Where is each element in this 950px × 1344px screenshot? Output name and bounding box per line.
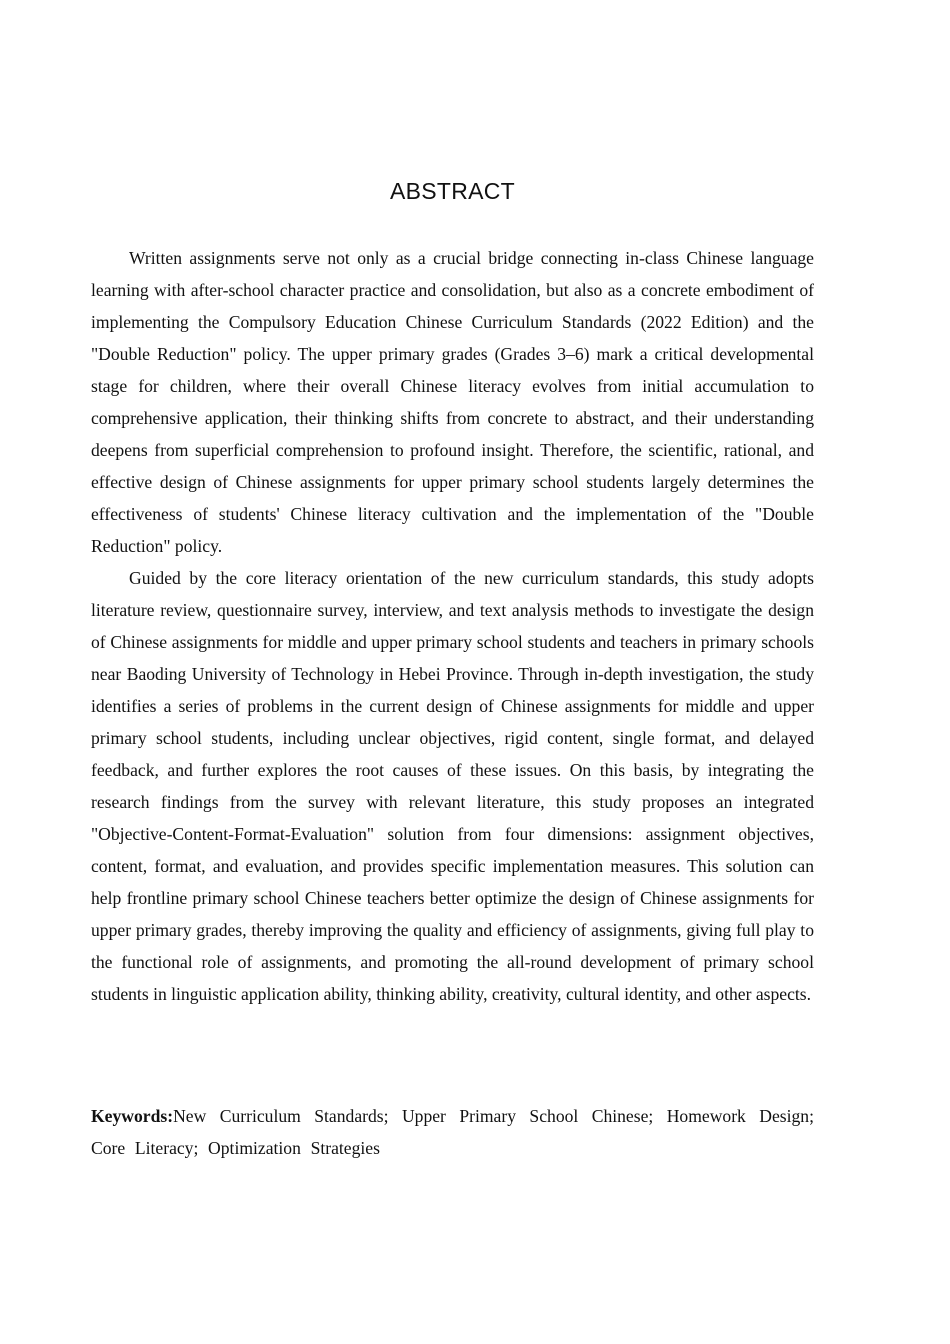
keywords-line [91, 1100, 814, 1164]
abstract-body [91, 242, 814, 1010]
keywords-label: Keywords: [91, 1106, 174, 1126]
abstract-title: ABSTRACT [389, 178, 516, 204]
abstract-paragraph-1: Written assignments serve not only as a crucial bridge connecting in-class Chinese language learning with after-school character practice and consolidation, but also as a concrete embodiment of implementing the Compulsory Education Chinese Curriculum Standards (2022 Edition) and the "Double Reduction" policy. The upper primary grades (Grades 3–6) mark a critical developmental stage for children, where their overall Chinese literacy evolves from initial accumulation to comprehensive application, their thinking shifts from concrete to abstract, and their understanding deepens from superficial comprehension to profound insight. Therefore, the scientific, rational, and effective design of Chinese assignments for upper primary school students largely determines the effectiveness of students' Chinese literacy cultivation and the implementation of the "Double Reduction" policy. [91, 248, 814, 556]
abstract-paragraph-2: Guided by the core literacy orientation of the new curriculum standards, this study adopts literature review, questionnaire survey, interview, and text analysis methods to investigate the design of Chinese assignments for middle and upper primary school students and teachers in primary schools near Baoding University of Technology in Hebei Province. Through in-depth investigation, the study identifies a series of problems in the current design of Chinese assignments for middle and upper primary school students, including unclear objectives, rigid content, single format, and delayed feedback, and further explores the root causes of these issues. On this basis, by integrating the research findings from the survey with relevant literature, this study proposes an integrated "Objective-Content-Format-Evaluation" solution from four dimensions: assignment objectives, content, format, and evaluation, and provides specific implementation measures. This solution can help frontline primary school Chinese teachers better optimize the design of Chinese assignments for upper primary grades, thereby improving the quality and efficiency of assignments, giving full play to the functional role of assignments, and promoting the all-round development of primary school students in linguistic application ability, thinking ability, creativity, cultural identity, and other aspects. [91, 568, 814, 1004]
keywords-list: New Curriculum Standards; Upper Primary School Chinese; Homework Design; Core Literacy; Optimization Strategies [91, 1106, 814, 1158]
